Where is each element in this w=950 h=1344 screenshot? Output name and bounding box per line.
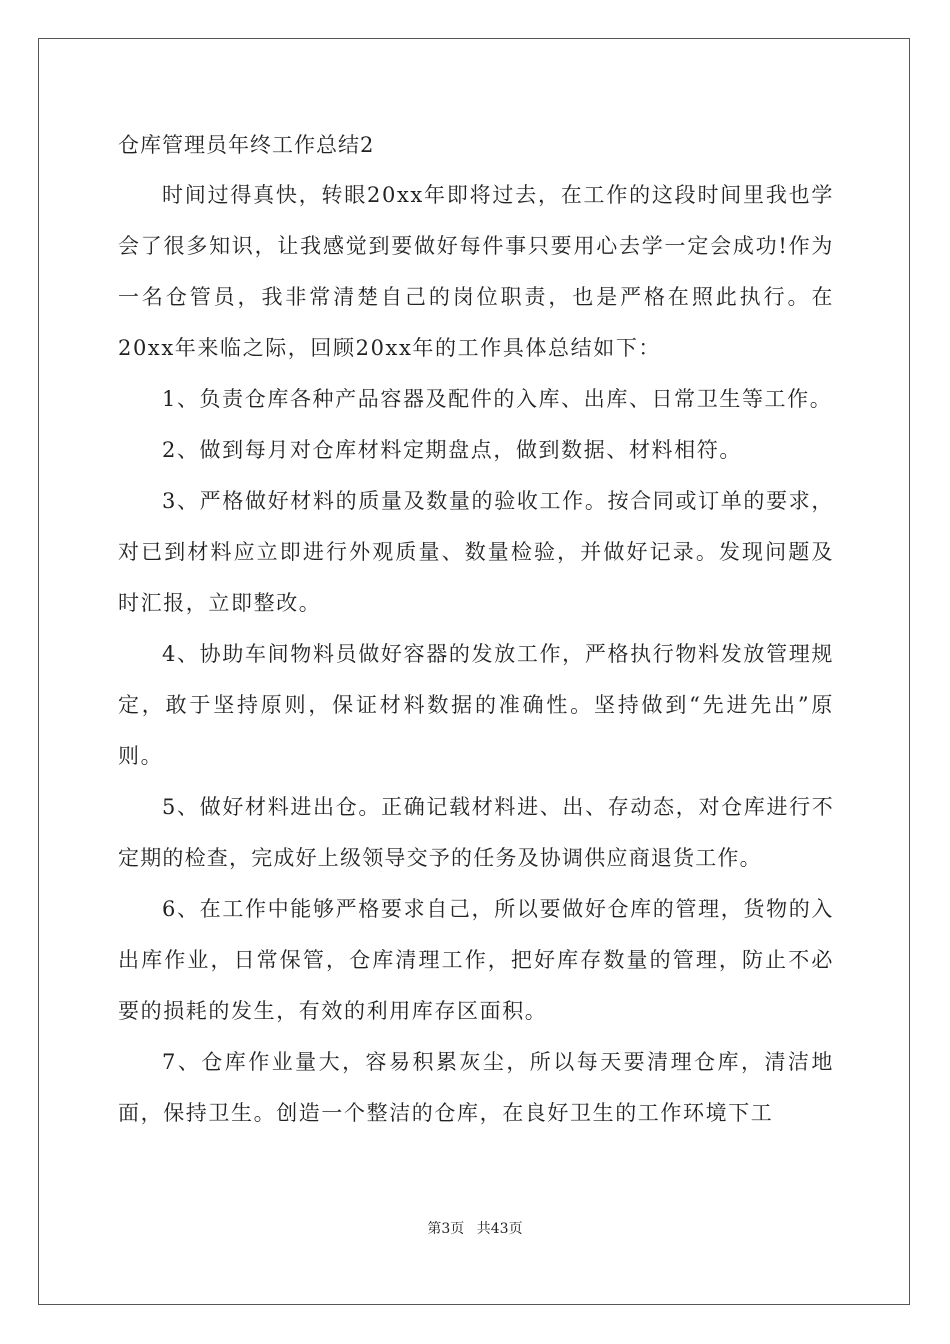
paragraph-item-6: 6、在工作中能够严格要求自己，所以要做好仓库的管理，货物的入出库作业，日常保管，仓库清理工作，把好库存数量的管理，防止不必要的损耗的发生，有效的利用库存区面积。	[118, 897, 834, 1023]
paragraph-item-1: 1、负责仓库各种产品容器及配件的入库、出库、日常卫生等工作。	[162, 387, 833, 411]
paragraph-item-5: 5、做好材料进出仓。正确记载材料进、出、存动态，对仓库进行不定期的检查，完成好上级领导交予的任务及协调供应商退货工作。	[118, 795, 834, 870]
paragraph-item-7: 7、仓库作业量大，容易积累灰尘，所以每天要清理仓库，清洁地面，保持卫生。创造一个整洁的仓库，在良好卫生的工作环境下工	[118, 1050, 834, 1125]
paragraph-item-4: 4、协助车间物料员做好容器的发放工作，严格执行物料发放管理规定，敢于坚持原则，保证材料数据的准确性。坚持做到“先进先出”原则。	[118, 642, 834, 768]
paragraph-item-2: 2、做到每月对仓库材料定期盘点，做到数据、材料相符。	[162, 438, 742, 462]
document-title: 仓库管理员年终工作总结2	[118, 133, 375, 157]
page-total: 共43页	[476, 1221, 523, 1237]
document-body	[118, 120, 834, 1139]
page-footer	[0, 1218, 950, 1238]
paragraph-intro: 时间过得真快，转眼20xx年即将过去，在工作的这段时间里我也学会了很多知识，让我感觉到要做好每件事只要用心去学一定会成功!作为一名仓管员，我非常清楚自己的岗位职责，也是严格在照此执行。在20xx年来临之际，回顾20xx年的工作具体总结如下：	[118, 183, 834, 360]
page-number: 第3页	[427, 1221, 465, 1237]
paragraph-item-3: 3、严格做好材料的质量及数量的验收工作。按合同或订单的要求，对已到材料应立即进行外观质量、数量检验，并做好记录。发现问题及时汇报，立即整改。	[118, 489, 834, 615]
